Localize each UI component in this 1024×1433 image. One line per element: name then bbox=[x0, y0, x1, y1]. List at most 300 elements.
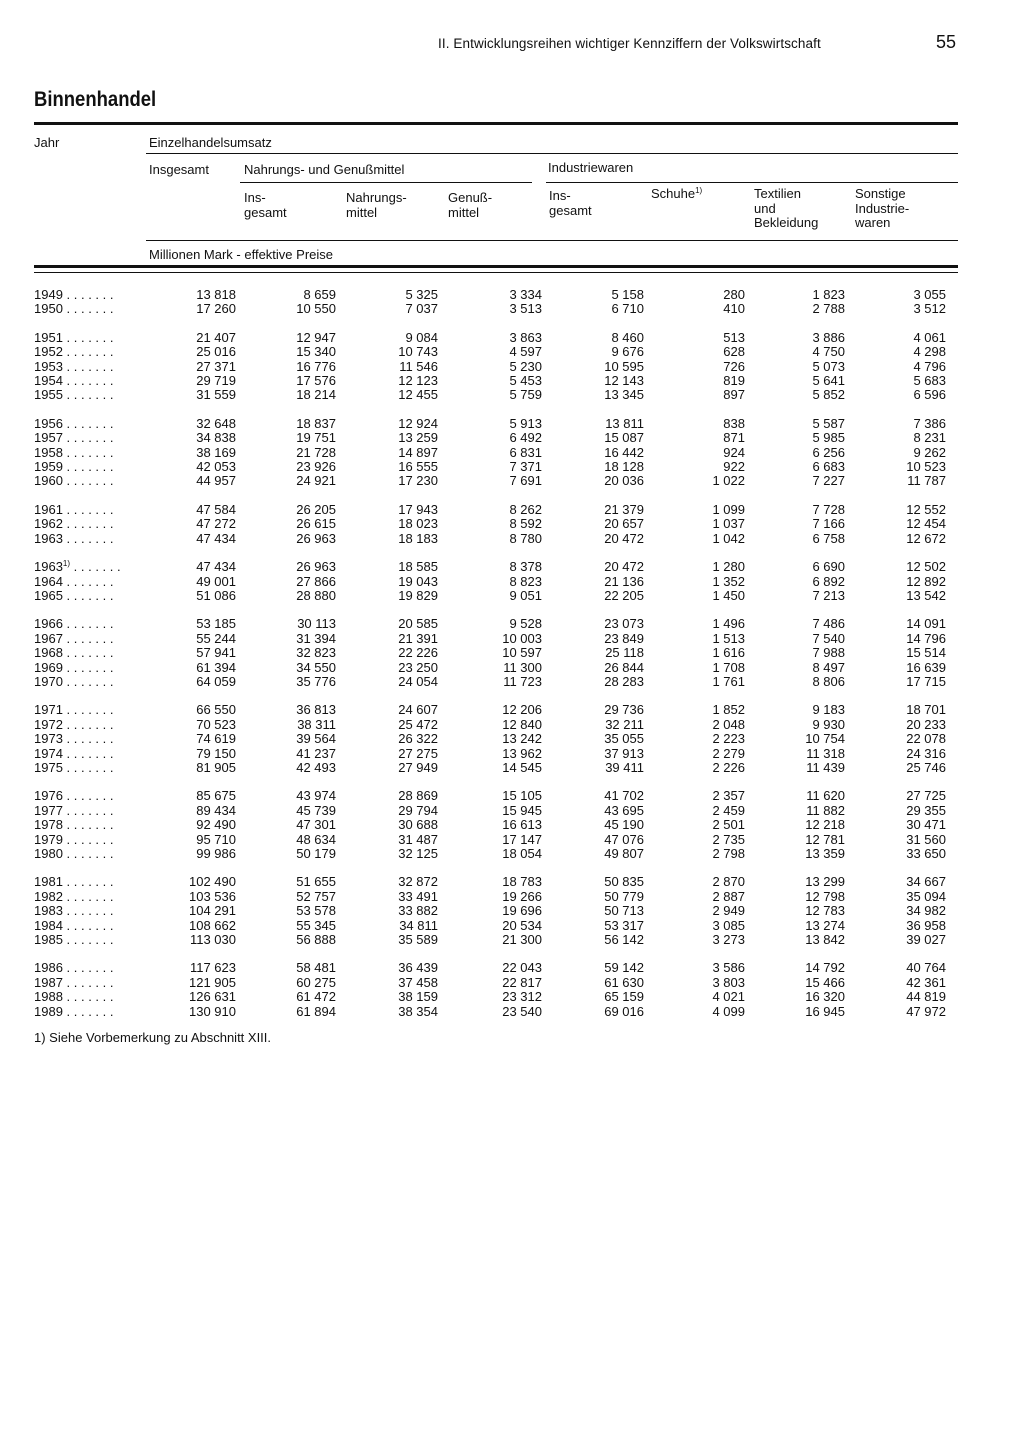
value-cell: 20 534 bbox=[502, 917, 542, 933]
value-cell: 27 725 bbox=[906, 788, 946, 804]
value-cell: 31 560 bbox=[906, 831, 946, 847]
leader-dots: . . . . . . . bbox=[62, 874, 114, 890]
year-label: 1975 bbox=[34, 759, 63, 775]
table-row bbox=[34, 847, 946, 861]
value-cell: 1 496 bbox=[712, 616, 745, 632]
header-sonstige-line2: Industrie- bbox=[855, 200, 910, 216]
value-cell: 8 497 bbox=[812, 659, 845, 675]
value-cell: 7 371 bbox=[509, 459, 542, 475]
value-cell: 5 230 bbox=[509, 358, 542, 374]
year-cell bbox=[34, 703, 144, 717]
year-label: 1976 bbox=[34, 788, 63, 804]
value-cell: 3 055 bbox=[913, 287, 946, 302]
year-label: 1973 bbox=[34, 731, 63, 747]
value-cell: 34 667 bbox=[906, 874, 946, 890]
value-cell: 5 073 bbox=[812, 358, 845, 374]
table-row bbox=[34, 617, 946, 631]
table-row bbox=[34, 789, 946, 803]
year-label: 1979 bbox=[34, 831, 63, 847]
value-cell: 6 690 bbox=[812, 559, 845, 575]
value-cell: 17 260 bbox=[196, 301, 236, 317]
table-row bbox=[34, 388, 946, 402]
value-cell: 20 472 bbox=[604, 559, 644, 575]
value-cell: 32 872 bbox=[398, 874, 438, 890]
value-cell: 26 205 bbox=[296, 501, 336, 517]
value-cell: 628 bbox=[723, 344, 745, 360]
value-cell: 37 458 bbox=[398, 974, 438, 990]
value-cell: 56 142 bbox=[604, 932, 644, 948]
value-cell: 15 945 bbox=[502, 802, 542, 818]
year-cell bbox=[34, 904, 144, 918]
value-cell: 6 892 bbox=[812, 573, 845, 589]
table-row bbox=[34, 575, 946, 589]
table-row bbox=[34, 646, 946, 660]
value-cell: 47 972 bbox=[906, 1003, 946, 1019]
leader-dots: . . . . . . . bbox=[62, 287, 114, 302]
leader-dots: . . . . . . . bbox=[62, 759, 114, 775]
value-cell: 13 299 bbox=[805, 874, 845, 890]
value-cell: 27 275 bbox=[398, 745, 438, 761]
value-cell: 47 434 bbox=[196, 530, 236, 546]
running-header: II. Entwicklungsreihen wichtiger Kennziffern der Volkswirtschaft bbox=[438, 36, 821, 51]
value-cell: 12 892 bbox=[906, 573, 946, 589]
value-cell: 38 354 bbox=[398, 1003, 438, 1019]
value-cell: 14 897 bbox=[398, 444, 438, 460]
table-row bbox=[34, 632, 946, 646]
value-cell: 1 708 bbox=[712, 659, 745, 675]
value-cell: 35 055 bbox=[604, 731, 644, 747]
year-label: 1972 bbox=[34, 716, 63, 732]
year-cell bbox=[34, 747, 144, 761]
value-cell: 47 434 bbox=[196, 559, 236, 575]
group-spacer bbox=[34, 546, 946, 560]
value-cell: 4 099 bbox=[712, 1003, 745, 1019]
value-cell: 2 798 bbox=[712, 846, 745, 861]
value-cell: 61 472 bbox=[296, 989, 336, 1005]
value-cell: 47 584 bbox=[196, 501, 236, 517]
year-cell bbox=[34, 646, 144, 660]
year-cell bbox=[34, 718, 144, 732]
table-row bbox=[34, 904, 946, 918]
rule-under-einzelhandel bbox=[146, 153, 958, 154]
value-cell: 2 870 bbox=[712, 874, 745, 890]
value-cell: 19 696 bbox=[502, 903, 542, 919]
year-cell bbox=[34, 446, 144, 460]
value-cell: 51 655 bbox=[296, 874, 336, 890]
value-cell: 53 317 bbox=[604, 917, 644, 933]
section-title: Binnenhandel bbox=[34, 88, 157, 111]
value-cell: 32 125 bbox=[398, 846, 438, 861]
value-cell: 16 442 bbox=[604, 444, 644, 460]
leader-dots: . . . . . . . bbox=[62, 616, 114, 632]
value-cell: 47 301 bbox=[296, 817, 336, 833]
value-cell: 10 743 bbox=[398, 344, 438, 360]
year-label: 1966 bbox=[34, 616, 63, 632]
value-cell: 12 672 bbox=[906, 530, 946, 546]
value-cell: 117 623 bbox=[189, 960, 236, 976]
value-cell: 37 913 bbox=[604, 745, 644, 761]
year-cell bbox=[34, 460, 144, 474]
value-cell: 12 552 bbox=[906, 501, 946, 517]
table-row bbox=[34, 675, 946, 689]
year-cell bbox=[34, 288, 144, 302]
value-cell: 19 829 bbox=[398, 587, 438, 603]
value-cell: 22 078 bbox=[906, 731, 946, 747]
value-cell: 5 325 bbox=[405, 287, 438, 302]
value-cell: 18 701 bbox=[906, 702, 946, 718]
value-cell: 12 123 bbox=[398, 373, 438, 389]
year-label: 1984 bbox=[34, 917, 63, 933]
value-cell: 79 150 bbox=[196, 745, 236, 761]
value-cell: 35 589 bbox=[398, 932, 438, 948]
value-cell: 13 274 bbox=[805, 917, 845, 933]
table-row bbox=[34, 732, 946, 746]
value-cell: 57 941 bbox=[196, 645, 236, 661]
value-cell: 31 559 bbox=[196, 387, 236, 403]
value-cell: 21 379 bbox=[604, 501, 644, 517]
value-cell: 61 630 bbox=[604, 974, 644, 990]
value-cell: 12 924 bbox=[398, 415, 438, 431]
leader-dots: . . . . . . . bbox=[62, 888, 114, 904]
group-spacer bbox=[34, 403, 946, 417]
value-cell: 7 037 bbox=[405, 301, 438, 317]
group-spacer bbox=[34, 947, 946, 961]
value-cell: 12 218 bbox=[805, 817, 845, 833]
value-cell: 7 691 bbox=[509, 473, 542, 489]
value-cell: 26 963 bbox=[296, 559, 336, 575]
value-cell: 1 042 bbox=[712, 530, 745, 546]
header-textilien-line3: Bekleidung bbox=[754, 215, 819, 230]
value-cell: 104 291 bbox=[189, 903, 236, 919]
value-cell: 70 523 bbox=[196, 716, 236, 732]
year-cell bbox=[34, 1005, 144, 1019]
value-cell: 5 913 bbox=[509, 415, 542, 431]
value-cell: 12 455 bbox=[398, 387, 438, 403]
year-cell bbox=[34, 818, 144, 832]
value-cell: 12 783 bbox=[805, 903, 845, 919]
value-cell: 897 bbox=[723, 387, 745, 403]
leader-dots: . . . . . . . bbox=[62, 831, 114, 847]
year-label: 1958 bbox=[34, 444, 63, 460]
value-cell: 6 831 bbox=[509, 444, 542, 460]
leader-dots: . . . . . . . bbox=[62, 573, 114, 589]
value-cell: 15 466 bbox=[805, 974, 845, 990]
value-cell: 11 318 bbox=[806, 745, 845, 761]
year-label: 1964 bbox=[34, 573, 63, 589]
value-cell: 1 022 bbox=[712, 473, 745, 489]
header-insgesamt: Insgesamt bbox=[149, 162, 209, 177]
value-cell: 23 073 bbox=[604, 616, 644, 632]
leader-dots: . . . . . . . bbox=[62, 788, 114, 804]
value-cell: 15 087 bbox=[604, 430, 644, 446]
leader-dots: . . . . . . . bbox=[62, 745, 114, 761]
value-cell: 9 930 bbox=[812, 716, 845, 732]
value-cell: 113 030 bbox=[189, 932, 236, 948]
leader-dots: . . . . . . . bbox=[62, 846, 114, 861]
value-cell: 49 807 bbox=[604, 846, 644, 861]
value-cell: 35 776 bbox=[296, 673, 336, 689]
value-cell: 31 487 bbox=[398, 831, 438, 847]
table-row bbox=[34, 360, 946, 374]
year-cell bbox=[34, 302, 144, 316]
value-cell: 8 262 bbox=[509, 501, 542, 517]
year-cell bbox=[34, 503, 144, 517]
value-cell: 74 619 bbox=[196, 731, 236, 747]
spacer-cell bbox=[34, 689, 946, 703]
value-cell: 48 634 bbox=[296, 831, 336, 847]
value-cell: 18 023 bbox=[398, 516, 438, 532]
leader-dots: . . . . . . . bbox=[62, 530, 114, 546]
value-cell: 1 852 bbox=[712, 702, 745, 718]
year-label: 1954 bbox=[34, 373, 63, 389]
value-cell: 47 272 bbox=[196, 516, 236, 532]
value-cell: 1 037 bbox=[712, 516, 745, 532]
leader-dots: . . . . . . . bbox=[62, 415, 114, 431]
header-nahrungsmittel-line2: mittel bbox=[346, 204, 378, 220]
value-cell: 13 542 bbox=[906, 587, 946, 603]
value-cell: 2 226 bbox=[712, 759, 745, 775]
leader-dots: . . . . . . . bbox=[62, 903, 114, 919]
value-cell: 50 835 bbox=[604, 874, 644, 890]
year-label: 1956 bbox=[34, 415, 63, 431]
spacer-cell bbox=[34, 603, 946, 617]
value-cell: 25 016 bbox=[196, 344, 236, 360]
value-cell: 53 578 bbox=[296, 903, 336, 919]
value-cell: 4 298 bbox=[913, 344, 946, 360]
leader-dots: . . . . . . . bbox=[62, 516, 114, 532]
year-cell bbox=[34, 632, 144, 646]
value-cell: 41 237 bbox=[296, 745, 336, 761]
value-cell: 11 882 bbox=[806, 802, 845, 818]
header-industriewaren: Industriewaren bbox=[548, 160, 634, 175]
header-einzelhandelsumsatz: Einzelhandelsumsatz bbox=[149, 135, 272, 150]
value-cell: 15 340 bbox=[296, 344, 336, 360]
value-cell: 33 491 bbox=[398, 888, 438, 904]
value-cell: 24 607 bbox=[398, 702, 438, 718]
value-cell: 11 620 bbox=[806, 788, 845, 804]
year-cell bbox=[34, 517, 144, 531]
leader-dots: . . . . . . . bbox=[62, 473, 114, 489]
value-cell: 7 728 bbox=[812, 501, 845, 517]
value-cell: 924 bbox=[723, 444, 745, 460]
year-label: 1955 bbox=[34, 387, 63, 403]
table-row bbox=[34, 818, 946, 832]
value-cell: 30 688 bbox=[398, 817, 438, 833]
value-cell: 23 849 bbox=[604, 630, 644, 646]
header-ind-insgesamt bbox=[549, 189, 592, 218]
value-cell: 34 811 bbox=[399, 917, 438, 933]
page-number: 55 bbox=[935, 32, 956, 52]
value-cell: 5 158 bbox=[611, 287, 644, 302]
value-cell: 5 683 bbox=[913, 373, 946, 389]
value-cell: 8 659 bbox=[303, 287, 336, 302]
value-cell: 13 811 bbox=[605, 415, 644, 431]
value-cell: 22 043 bbox=[502, 960, 542, 976]
table-body bbox=[34, 288, 946, 1019]
value-cell: 2 459 bbox=[712, 802, 745, 818]
year-label: 1968 bbox=[34, 645, 63, 661]
year-label: 1959 bbox=[34, 459, 63, 475]
leader-dots: . . . . . . . bbox=[62, 444, 114, 460]
header-ind-insgesamt-line2: gesamt bbox=[549, 202, 592, 218]
year-cell bbox=[34, 532, 144, 546]
value-cell: 33 650 bbox=[906, 846, 946, 861]
leader-dots: . . . . . . . bbox=[62, 917, 114, 933]
value-cell: 12 781 bbox=[805, 831, 845, 847]
spacer-cell bbox=[34, 861, 946, 875]
value-cell: 8 460 bbox=[611, 329, 644, 345]
value-cell: 922 bbox=[723, 459, 745, 475]
value-cell: 3 513 bbox=[509, 301, 542, 317]
value-cell: 5 852 bbox=[812, 387, 845, 403]
value-cell: 55 345 bbox=[296, 917, 336, 933]
value-cell: 53 185 bbox=[196, 616, 236, 632]
value-cell: 6 596 bbox=[913, 387, 946, 403]
value-cell: 1 352 bbox=[712, 573, 745, 589]
value-cell: 12 840 bbox=[502, 716, 542, 732]
value-cell: 95 710 bbox=[196, 831, 236, 847]
value-cell: 17 147 bbox=[502, 831, 542, 847]
year-label: 1953 bbox=[34, 358, 63, 374]
leader-dots: . . . . . . . bbox=[62, 373, 114, 389]
table-row bbox=[34, 446, 946, 460]
value-cell: 513 bbox=[723, 329, 745, 345]
value-cell: 35 094 bbox=[906, 888, 946, 904]
value-cell: 9 262 bbox=[913, 444, 946, 460]
value-cell: 36 439 bbox=[398, 960, 438, 976]
header-sonstige bbox=[855, 187, 909, 231]
spacer-cell bbox=[34, 775, 946, 789]
value-cell: 18 837 bbox=[296, 415, 336, 431]
value-cell: 1 513 bbox=[712, 630, 745, 646]
table-row bbox=[34, 890, 946, 904]
value-cell: 50 713 bbox=[604, 903, 644, 919]
table-row bbox=[34, 804, 946, 818]
value-cell: 64 059 bbox=[196, 673, 236, 689]
value-cell: 7 213 bbox=[812, 587, 845, 603]
value-cell: 410 bbox=[723, 301, 745, 317]
value-cell: 39 564 bbox=[296, 731, 336, 747]
value-cell: 43 974 bbox=[296, 788, 336, 804]
value-cell: 55 244 bbox=[196, 630, 236, 646]
value-cell: 12 947 bbox=[296, 329, 336, 345]
year-cell bbox=[34, 919, 144, 933]
table-row bbox=[34, 302, 946, 316]
year-label: 1971 bbox=[34, 702, 63, 718]
year-cell bbox=[34, 474, 144, 488]
year-label: 1960 bbox=[34, 473, 63, 489]
year-label: 1986 bbox=[34, 960, 63, 976]
value-cell: 16 776 bbox=[296, 358, 336, 374]
value-cell: 52 757 bbox=[296, 888, 336, 904]
value-cell: 39 027 bbox=[906, 932, 946, 948]
value-cell: 4 061 bbox=[913, 329, 946, 345]
value-cell: 44 957 bbox=[196, 473, 236, 489]
table-row bbox=[34, 532, 946, 546]
leader-dots: . . . . . . . bbox=[62, 587, 114, 603]
year-cell bbox=[34, 431, 144, 445]
value-cell: 5 759 bbox=[509, 387, 542, 403]
value-cell: 11 546 bbox=[399, 358, 438, 374]
leader-dots: . . . . . . . bbox=[62, 358, 114, 374]
value-cell: 102 490 bbox=[189, 874, 236, 890]
year-cell bbox=[34, 661, 144, 675]
value-cell: 24 054 bbox=[398, 673, 438, 689]
value-cell: 30 113 bbox=[297, 616, 336, 632]
header-sonstige-line3: waren bbox=[855, 215, 891, 230]
rule-above-unit bbox=[146, 240, 958, 241]
value-cell: 23 926 bbox=[296, 459, 336, 475]
value-cell: 41 702 bbox=[604, 788, 644, 804]
table-row bbox=[34, 460, 946, 474]
spacer-cell bbox=[34, 403, 946, 417]
year-cell bbox=[34, 933, 144, 947]
value-cell: 4 597 bbox=[509, 344, 542, 360]
value-cell: 5 985 bbox=[812, 430, 845, 446]
value-cell: 34 982 bbox=[906, 903, 946, 919]
value-cell: 61 394 bbox=[196, 659, 236, 675]
value-cell: 5 453 bbox=[509, 373, 542, 389]
header-sonstige-line1: Sonstige bbox=[855, 186, 906, 201]
header-jahr: Jahr bbox=[34, 135, 60, 150]
value-cell: 18 054 bbox=[502, 846, 542, 861]
value-cell: 15 105 bbox=[502, 788, 542, 804]
table-row bbox=[34, 761, 946, 775]
value-cell: 42 493 bbox=[296, 759, 336, 775]
value-cell: 13 359 bbox=[805, 846, 845, 861]
value-cell: 21 407 bbox=[196, 329, 236, 345]
year-label: 1982 bbox=[34, 888, 63, 904]
value-cell: 32 648 bbox=[196, 415, 236, 431]
leader-dots: . . . . . . . bbox=[62, 659, 114, 675]
value-cell: 28 869 bbox=[398, 788, 438, 804]
year-label: 1950 bbox=[34, 301, 63, 317]
value-cell: 44 819 bbox=[906, 989, 946, 1005]
leader-dots: . . . . . . . bbox=[62, 301, 114, 317]
year-cell bbox=[34, 875, 144, 889]
year-cell bbox=[34, 345, 144, 359]
year-cell bbox=[34, 761, 144, 775]
year-cell bbox=[34, 675, 144, 689]
value-cell: 21 136 bbox=[604, 573, 644, 589]
header-ns-insgesamt-line1: Ins- bbox=[244, 190, 266, 205]
table-row bbox=[34, 474, 946, 488]
value-cell: 7 486 bbox=[812, 616, 845, 632]
value-cell: 726 bbox=[723, 358, 745, 374]
value-cell: 26 963 bbox=[296, 530, 336, 546]
header-nahrungsmittel-line1: Nahrungs- bbox=[346, 190, 407, 205]
value-cell: 13 962 bbox=[502, 745, 542, 761]
value-cell: 6 758 bbox=[812, 530, 845, 546]
header-nahrungs-genussmittel: Nahrungs- und Genußmittel bbox=[244, 162, 405, 177]
value-cell: 40 764 bbox=[906, 960, 946, 976]
value-cell: 126 631 bbox=[189, 989, 236, 1005]
value-cell: 2 788 bbox=[812, 301, 845, 317]
value-cell: 15 514 bbox=[906, 645, 946, 661]
table-row bbox=[34, 417, 946, 431]
value-cell: 20 233 bbox=[906, 716, 946, 732]
value-cell: 871 bbox=[723, 430, 745, 446]
table-row bbox=[34, 933, 946, 947]
value-cell: 30 471 bbox=[906, 817, 946, 833]
value-cell: 10 523 bbox=[906, 459, 946, 475]
year-label: 1965 bbox=[34, 587, 63, 603]
year-label: 1969 bbox=[34, 659, 63, 675]
value-cell: 3 512 bbox=[913, 301, 946, 317]
value-cell: 19 043 bbox=[398, 573, 438, 589]
value-cell: 6 710 bbox=[611, 301, 644, 317]
value-cell: 11 723 bbox=[503, 673, 542, 689]
